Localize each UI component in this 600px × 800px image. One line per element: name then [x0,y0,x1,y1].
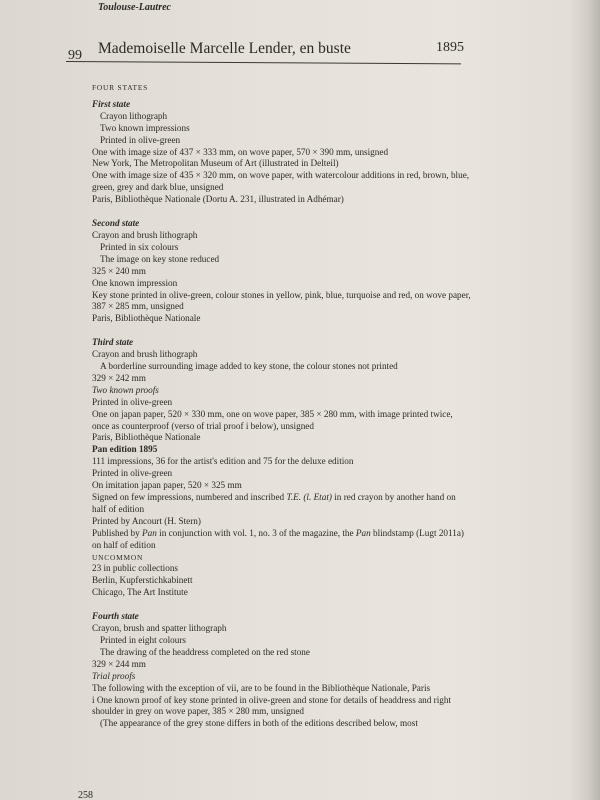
third-state-line: Printed in olive-green [92,396,173,407]
pan-edition-heading: Pan edition 1895 [92,444,158,455]
section-label: FOUR STATES [92,83,149,92]
first-state-line: Printed in olive-green [100,134,181,145]
third-state-line: Two known proofs [92,384,159,395]
second-state-line: Paris, Bibliothèque Nationale [92,313,201,324]
pan-edition-line: 111 impressions, 36 for the artist's edition and 75 for the deluxe edition [92,456,354,467]
pan-edition-line: Signed on few impressions, numbered and inscribed T.E. (l. Etat) in red crayon by another hand on half of edition [92,492,456,514]
pan-edition-line: Chicago, The Art Institute [92,587,188,598]
fourth-state-line: (The appearance of the grey stone differs in both of the editions described below, most [100,718,418,729]
first-state-line: Two known impressions [100,122,190,133]
third-state-line: Paris, Bibliothèque Nationale [92,432,201,443]
entry-body [92,82,472,730]
first-state-heading: First state [92,98,131,109]
pan-edition [92,444,472,599]
fourth-state-line: Trial proofs [92,670,136,681]
second-state-line: 325 × 240 mm [92,265,146,276]
page-number: 258 [78,790,93,800]
first-state [92,99,472,206]
fourth-state-line: 329 × 244 mm [92,658,146,669]
entry-title: Mademoiselle Marcelle Lender, en buste [98,40,351,57]
second-state [92,218,472,325]
first-state-line: New York, The Metropolitan Museum of Art (illustrated in Delteil) [92,158,339,169]
third-state [92,337,472,444]
third-state-line: 329 × 242 mm [92,372,146,383]
third-state-line: Crayon and brush lithograph [92,349,198,360]
second-state-line: Key stone printed in olive-green, colour stones in yellow, pink, blue, turquoise and red, on wove paper, 387 × 285 mm, unsigned [92,289,471,312]
fourth-state-line: Printed in eight colours [100,634,186,645]
fourth-state-line: The drawing of the headdress completed on the red stone [100,646,310,657]
third-state-line: One on japan paper, 520 × 330 mm, one on wove paper, 385 × 280 mm, with image printed twice, once as counterproof (verso of trial proof i below), unsigned [92,408,453,431]
page-curl-shadow [570,0,600,800]
first-state-line: One with image size of 437 × 333 mm, on wove paper, 570 × 390 mm, unsigned [92,146,389,157]
third-state-heading: Third state [92,337,134,348]
fourth-state-line: The following with the exception of vii, are to be found in the Bibliothèque Nationale, Paris [92,682,431,693]
fourth-state [92,611,472,730]
fourth-state-line: Crayon, brush and spatter lithograph [92,623,227,634]
pan-edition-line: Berlin, Kupferstichkabinett [92,575,193,586]
second-state-line: Printed in six colours [100,241,179,252]
first-state-line: Paris, Bibliothèque Nationale (Dortu A. 231, illustrated in Adhémar) [92,194,344,205]
running-head: Toulouse-Lautrec [98,2,171,13]
first-state-line: One with image size of 435 × 320 mm, on wove paper, with watercolour additions in red, brown, blue, green, grey and dark blue, unsigned [92,170,470,193]
second-state-line: Crayon and brush lithograph [92,229,198,240]
second-state-heading: Second state [92,218,140,229]
second-state-line: One known impression [92,277,178,288]
pan-edition-line: 23 in public collections [92,563,178,574]
pan-edition-line: On imitation japan paper, 520 × 325 mm [92,480,242,491]
pan-edition-line: Published by Pan in conjunction with vol. 1, no. 3 of the magazine, the Pan blindstamp (Lugt 2011a) on half of edition [92,527,464,550]
pan-edition-line: Printed by Ancourt (H. Stern) [92,515,201,526]
pan-edition-line: Printed in olive-green [92,468,173,479]
second-state-line: The image on key stone reduced [100,253,220,264]
first-state-line: Crayon lithograph [100,110,168,121]
entry-year: 1895 [436,40,464,55]
fourth-state-heading: Fourth state [92,611,139,622]
entry-number: 99 [68,48,82,63]
fourth-state-line: i One known proof of key stone printed in olive-green and stone for details of headdress and right shoulder in grey on wove paper, 385 × 280 mm, unsigned [92,694,451,717]
rarity-label: UNCOMMON [92,552,144,562]
third-state-line: A borderline surrounding image added to key stone, the colour stones not printed [100,361,398,372]
header-rule [66,61,461,64]
